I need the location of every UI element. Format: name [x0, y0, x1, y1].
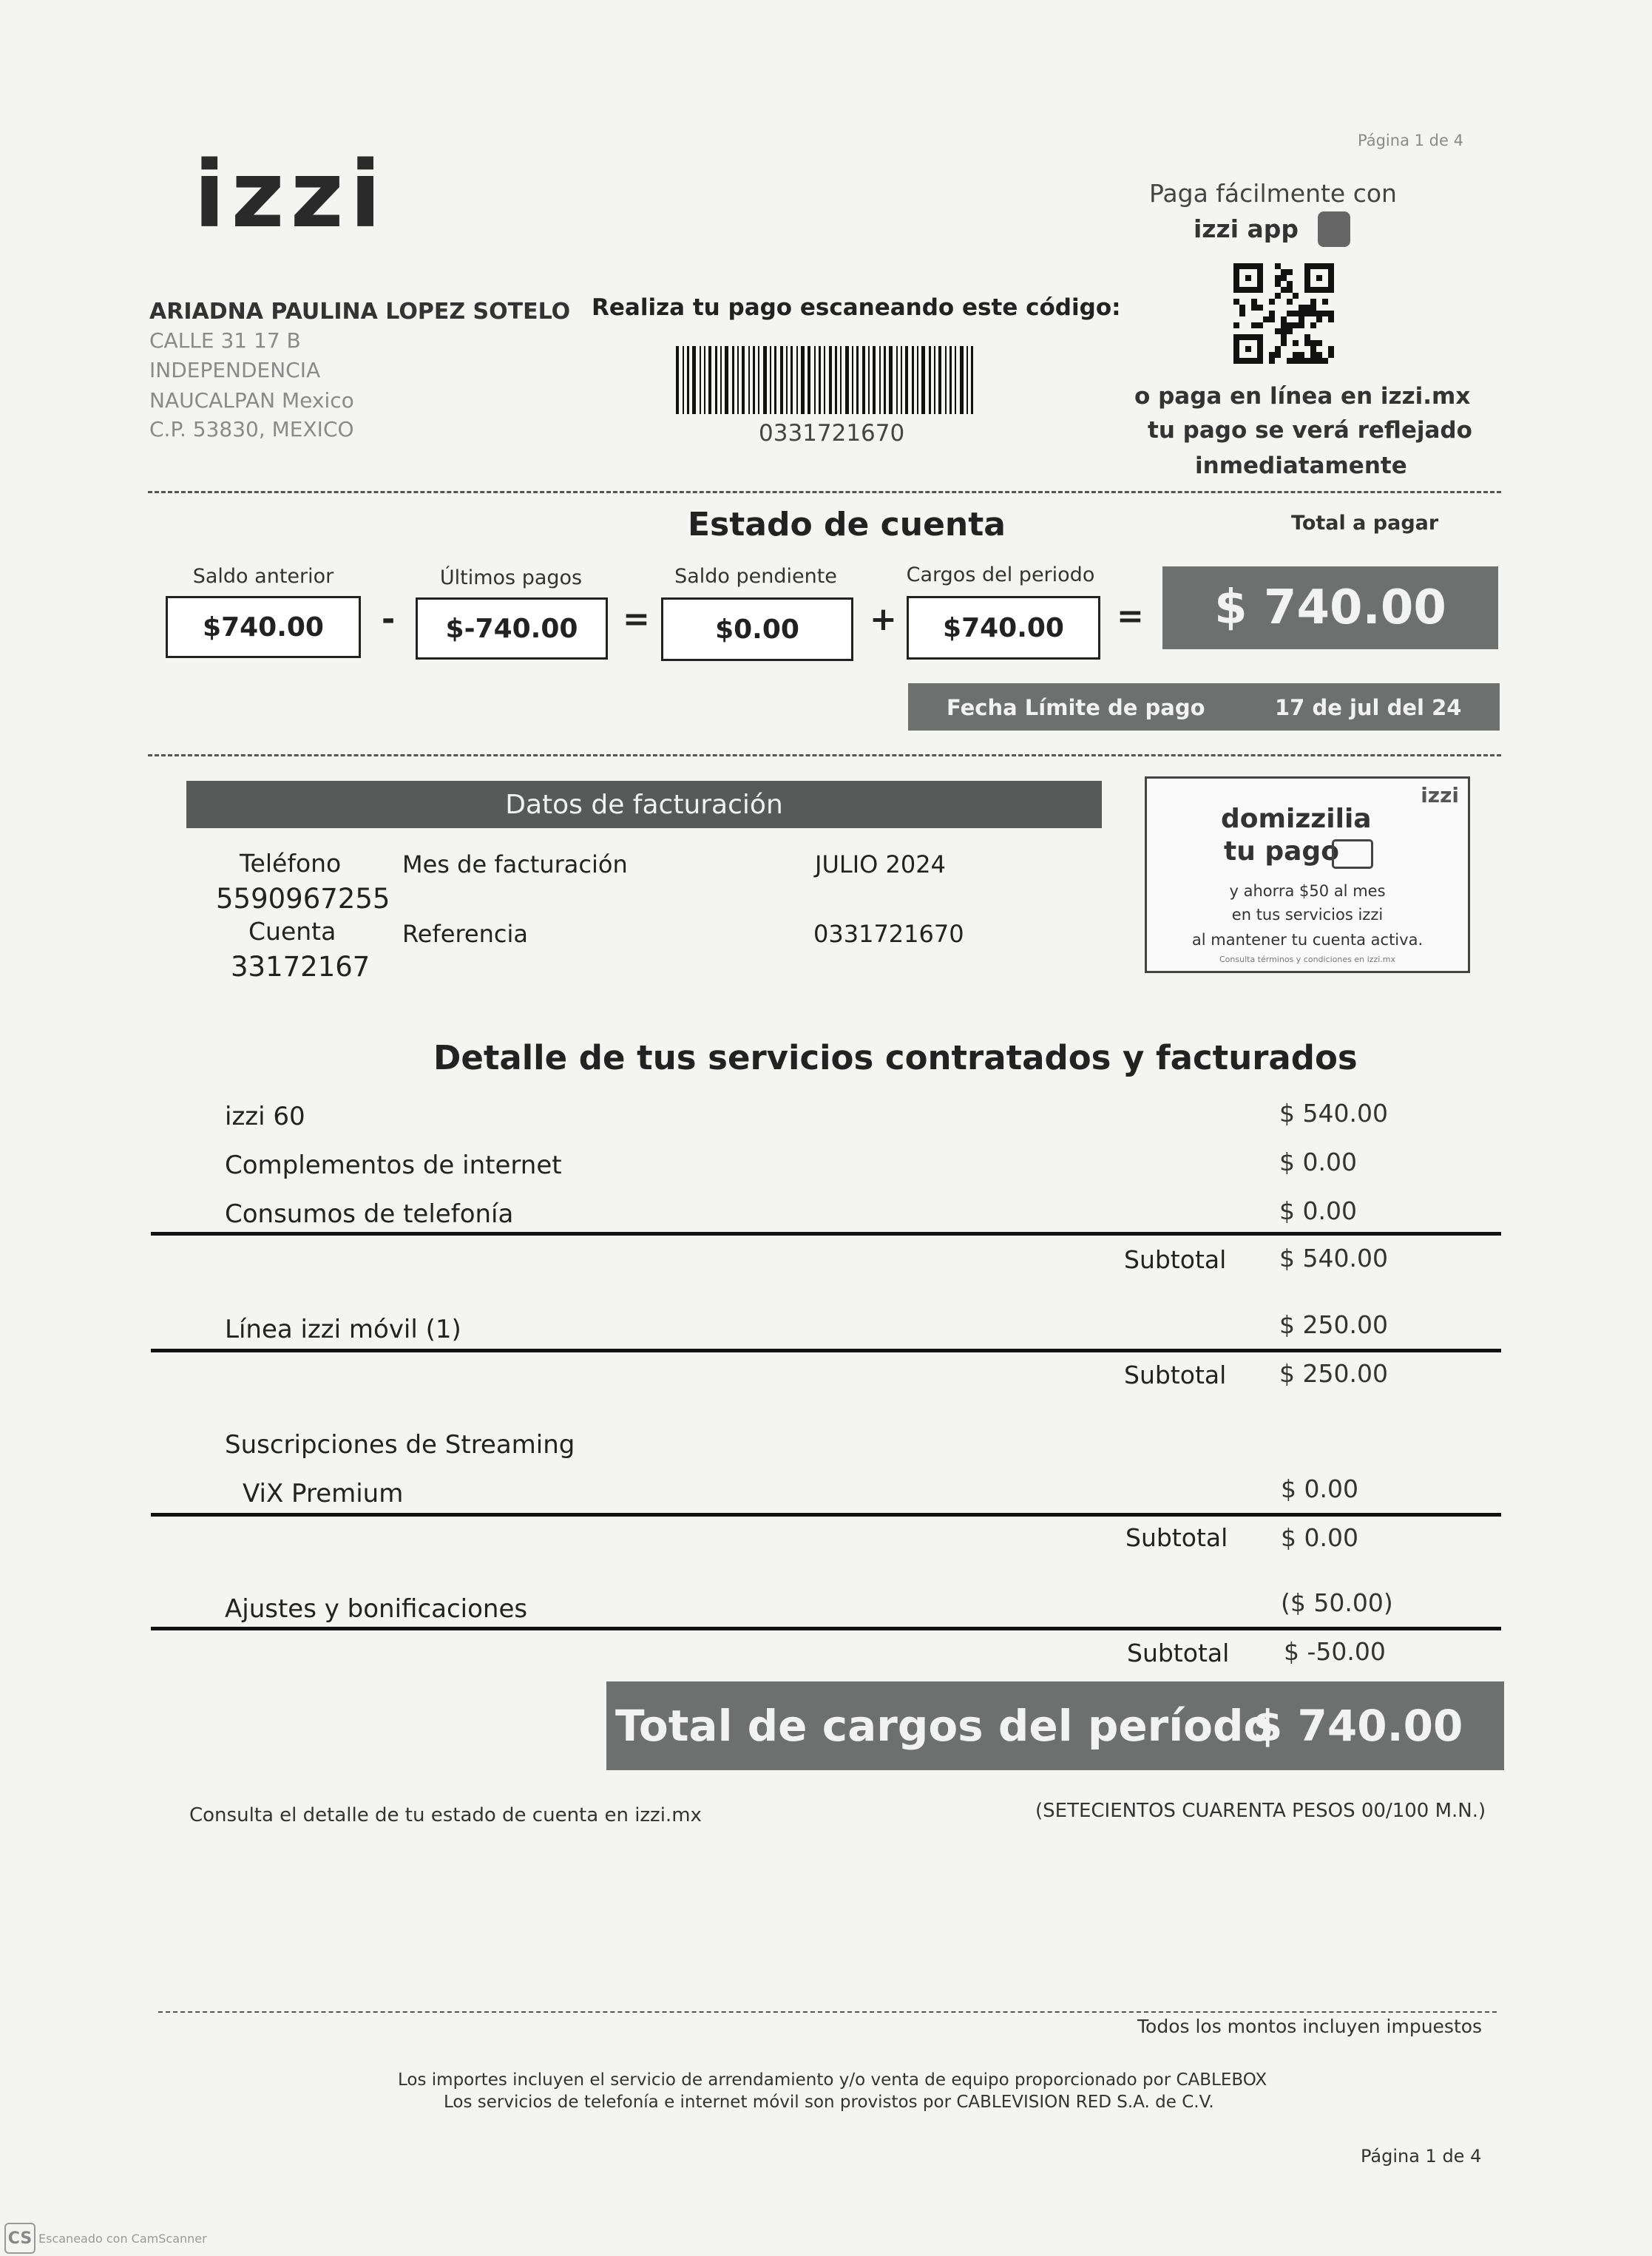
online-pay-line: tu pago se verá reflejado	[1148, 417, 1472, 444]
statement-title: Estado de cuenta	[688, 506, 1006, 543]
account-label: Cuenta	[248, 917, 336, 946]
qr-code-image	[1233, 263, 1334, 364]
barcode-number: 0331721670	[759, 420, 905, 447]
app-promo-name: izzi app	[1194, 214, 1299, 243]
app-promo-line: Paga fácilmente con	[1149, 179, 1397, 208]
ultimos-pagos-value: $-740.00	[416, 597, 608, 660]
saldo-anterior-value: $740.00	[166, 596, 361, 658]
details-title: Detalle de tus servicios contratados y facturados	[433, 1038, 1358, 1077]
customer-name: ARIADNA PAULINA LOPEZ SOTELO	[149, 299, 571, 325]
total-to-pay-label: Total a pagar	[1291, 512, 1439, 535]
barcode-image	[673, 346, 981, 414]
due-date-value: 17 de jul del 24	[1275, 695, 1462, 720]
divider	[148, 491, 1501, 493]
footer-legal-line: Los importes incluyen el servicio de arrendamiento y/o venta de equipo proporcionado por CABLEBOX	[398, 2070, 1267, 2090]
service-item-label: Línea izzi móvil (1)	[225, 1315, 461, 1344]
period-total-amount: $ 740.00	[1253, 1701, 1463, 1751]
equals-operator: =	[623, 600, 650, 638]
service-item-label: ViX Premium	[243, 1479, 404, 1508]
details-consult-note: Consulta el detalle de tu estado de cuenta en izzi.mx	[189, 1804, 702, 1826]
billing-month-value: JULIO 2024	[815, 850, 946, 878]
divider	[148, 754, 1501, 756]
page-number-top: Página 1 de 4	[1358, 132, 1463, 149]
promo-text: y ahorra $50 al mes	[1229, 882, 1386, 900]
section-rule	[151, 1513, 1501, 1517]
footer-legal-line: Los servicios de telefonía e internet móvil son provistos por CABLEVISION RED S.A. de C.V.	[444, 2093, 1214, 2112]
subtotal-label: Subtotal	[1125, 1523, 1228, 1552]
customer-address-line: INDEPENDENCIA	[149, 358, 321, 382]
domiciliation-promo[interactable]	[1145, 776, 1470, 973]
saldo-anterior-label: Saldo anterior	[192, 565, 334, 588]
streaming-section-label: Suscripciones de Streaming	[225, 1430, 575, 1460]
subtotal-label: Subtotal	[1127, 1639, 1230, 1667]
service-item-label: Complementos de internet	[225, 1151, 562, 1180]
phone-value: 5590967255	[216, 883, 390, 915]
due-date-bar	[908, 683, 1500, 731]
subtotal-label: Subtotal	[1124, 1245, 1227, 1274]
reference-value: 0331721670	[813, 920, 964, 948]
customer-address-line: C.P. 53830, MEXICO	[149, 417, 354, 441]
service-item-label: Consumos de telefonía	[225, 1199, 514, 1229]
service-item-amount: $ 0.00	[1279, 1196, 1357, 1225]
adjustments-label: Ajustes y bonificaciones	[225, 1594, 528, 1624]
period-total-bar	[606, 1681, 1504, 1770]
section-rule	[151, 1349, 1501, 1352]
cargos-periodo-value: $740.00	[907, 596, 1100, 660]
account-value: 33172167	[231, 951, 370, 983]
saldo-pendiente-value: $0.00	[661, 597, 853, 661]
customer-address-line: CALLE 31 17 B	[149, 328, 301, 353]
service-item-amount: $ 250.00	[1279, 1310, 1388, 1339]
saldo-pendiente-label: Saldo pendiente	[674, 565, 837, 588]
cargos-periodo-label: Cargos del periodo	[906, 563, 1095, 586]
page-number-bottom: Página 1 de 4	[1361, 2146, 1482, 2167]
promo-text: en tus servicios izzi	[1231, 906, 1384, 924]
amount-in-words: (SETECIENTOS CUARENTA PESOS 00/100 M.N.)	[1035, 1800, 1486, 1822]
billing-data-header: Datos de facturación	[186, 781, 1102, 828]
subtotal-amount: $ -50.00	[1284, 1637, 1386, 1666]
customer-address-line: NAUCALPAN Mexico	[149, 388, 354, 413]
promo-fine-print: Consulta términos y condiciones en izzi.mx	[1219, 955, 1395, 964]
ultimos-pagos-label: Últimos pagos	[439, 566, 583, 589]
service-item-amount: $ 0.00	[1281, 1474, 1358, 1503]
period-total-label: Total de cargos del período	[615, 1701, 1273, 1751]
promo-title: tu pago	[1224, 836, 1339, 867]
card-icon	[1332, 839, 1373, 869]
subtotal-amount: $ 250.00	[1279, 1359, 1388, 1388]
subtotal-amount: $ 0.00	[1281, 1523, 1358, 1552]
online-pay-line: inmediatamente	[1195, 453, 1407, 479]
promo-text: al mantener tu cuenta activa.	[1191, 931, 1424, 949]
service-item-amount: $ 0.00	[1279, 1148, 1357, 1176]
adjustments-amount: ($ 50.00)	[1281, 1588, 1393, 1617]
online-pay-line: o paga en línea en izzi.mx	[1134, 383, 1471, 410]
izzi-logo: izzi	[194, 142, 387, 248]
barcode-title: Realiza tu pago escaneando este código:	[592, 294, 1121, 321]
phone-label: Teléfono	[240, 849, 342, 878]
promo-brand: izzi	[1421, 783, 1459, 807]
plus-operator: +	[870, 600, 897, 638]
subtotal-label: Subtotal	[1124, 1361, 1227, 1389]
due-date-label: Fecha Límite de pago	[947, 695, 1205, 720]
section-rule	[151, 1627, 1501, 1630]
promo-title: domizzilia	[1221, 804, 1372, 834]
total-to-pay-value: $ 740.00	[1162, 566, 1498, 649]
billing-month-label: Mes de facturación	[402, 850, 628, 878]
section-rule	[151, 1232, 1501, 1236]
scanner-badge: CS	[4, 2223, 35, 2254]
divider	[158, 2011, 1497, 2013]
equals-operator: =	[1117, 597, 1144, 635]
minus-operator: -	[382, 600, 396, 638]
service-item-amount: $ 540.00	[1279, 1099, 1388, 1128]
reference-label: Referencia	[402, 920, 528, 948]
scanner-watermark: Escaneado con CamScanner	[38, 2232, 207, 2246]
taxes-note: Todos los montos incluyen impuestos	[1137, 2016, 1483, 2037]
app-icon	[1318, 211, 1350, 247]
service-item-label: izzi 60	[225, 1102, 305, 1131]
subtotal-amount: $ 540.00	[1279, 1244, 1388, 1273]
